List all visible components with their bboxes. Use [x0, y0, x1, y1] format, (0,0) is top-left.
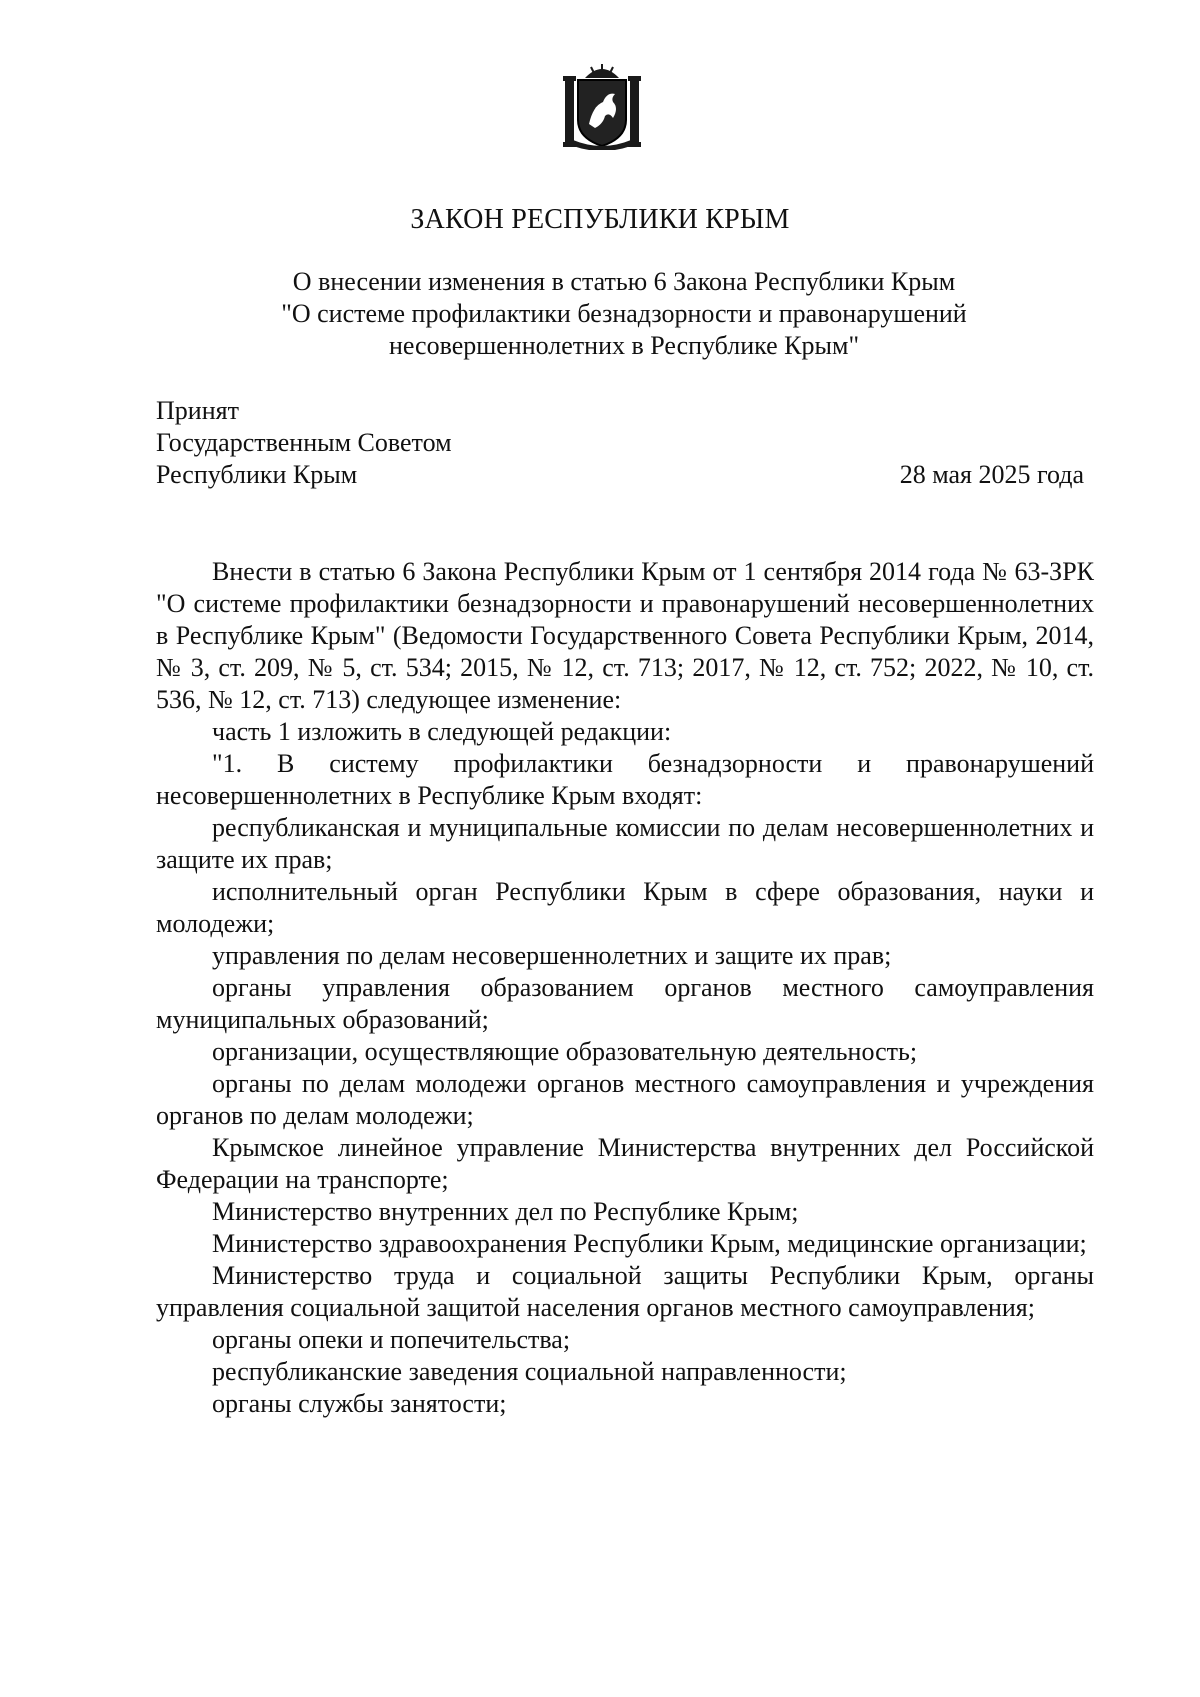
body-paragraph: исполнительный орган Республики Крым в сфере образования, науки и молодежи; [156, 877, 1094, 938]
body-paragraph: часть 1 изложить в следующей редакции: [212, 717, 672, 746]
body-paragraph: республиканские заведения социальной направленности; [212, 1357, 847, 1386]
adoption-line: Республики Крым [156, 460, 358, 489]
body-paragraph: органы опеки и попечительства; [212, 1325, 571, 1354]
body-paragraph: Внести в статью 6 Закона Республики Крым от 1 сентября 2014 года № 63-ЗРК "О системе профилактики безнадзорности и правонарушений несовершеннолетних в Республике Крым" (Ведомости Государственного Совета Республики Крым, 2014, № 3, ст. 209, № 5, ст. 534; 2015, № 12, ст. 713; 2017, № 12, ст. 752; 2022, № 10, ст. 536, № 12, ст. 713) следующее изменение: [156, 557, 1094, 714]
body-paragraph: Министерство здравоохранения Республики Крым, медицинские организации; [212, 1229, 1087, 1258]
body-paragraph: управления по делам несовершеннолетних и защите их прав; [212, 941, 892, 970]
body-paragraph: органы по делам молодежи органов местного самоуправления и учреждения органов по делам молодежи; [156, 1069, 1094, 1130]
adoption-block [156, 395, 452, 491]
body-paragraph: органы службы занятости; [212, 1389, 507, 1418]
subject-line: О внесении изменения в статью 6 Закона Республики Крым [292, 267, 956, 296]
adoption-line: Государственным Советом [156, 428, 452, 457]
subject-line: "О системе профилактики безнадзорности и правонарушений [281, 299, 967, 328]
subject-line: несовершеннолетних в Республике Крым" [388, 331, 860, 360]
law-body [156, 556, 1094, 1420]
body-paragraph: Министерство труда и социальной защиты Республики Крым, органы управления социальной защитой населения органов местного самоуправления; [156, 1261, 1094, 1322]
body-paragraph: "1. В систему профилактики безнадзорности и правонарушений несовершеннолетних в Республике Крым входят: [156, 749, 1094, 810]
law-subject [160, 266, 1088, 362]
law-title: ЗАКОН РЕСПУБЛИКИ КРЫМ [410, 204, 790, 235]
body-paragraph: организации, осуществляющие образовательную деятельность; [212, 1037, 918, 1066]
body-paragraph: республиканская и муниципальные комиссии по делам несовершеннолетних и защите их прав; [156, 813, 1094, 874]
body-paragraph: Крымское линейное управление Министерства внутренних дел Российской Федерации на транспорте; [156, 1133, 1094, 1194]
adoption-date: 28 мая 2025 года [899, 460, 1084, 489]
body-paragraph: Министерство внутренних дел по Республике Крым; [212, 1197, 799, 1226]
body-paragraph: органы управления образованием органов местного самоуправления муниципальных образований; [156, 973, 1094, 1034]
crimea-coat-of-arms-icon [563, 62, 641, 150]
adoption-line: Принят [156, 396, 239, 425]
